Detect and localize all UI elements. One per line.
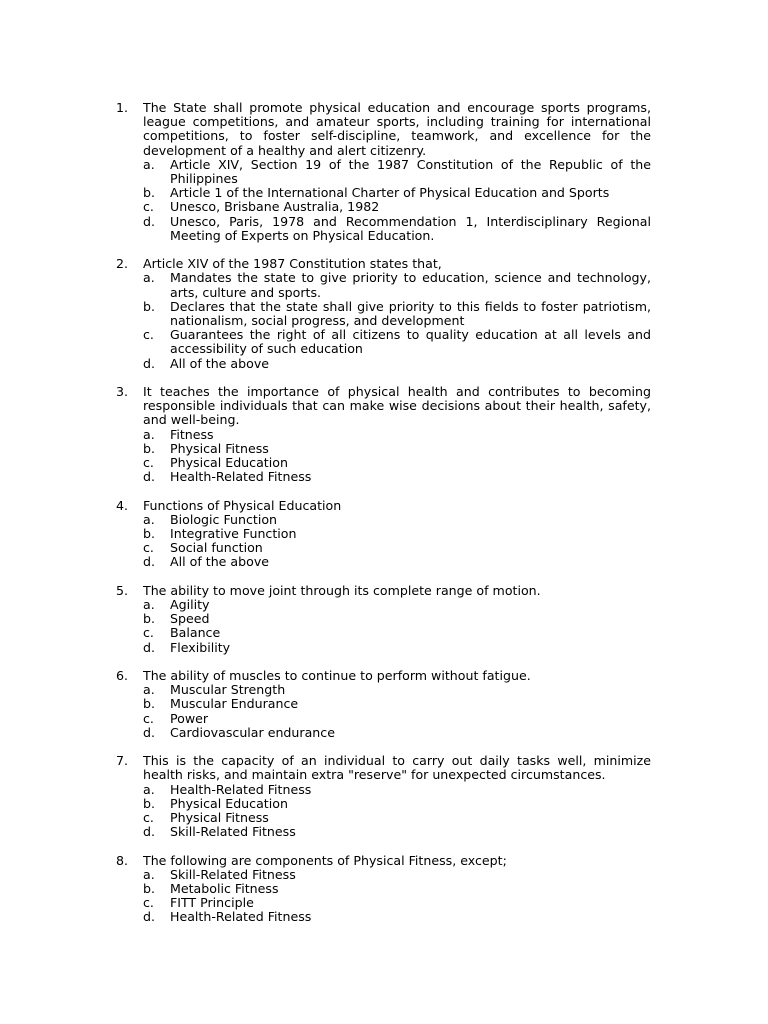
option-b [143,697,651,711]
option-c [143,712,651,726]
option-d [143,726,651,740]
option-letter: c. [143,625,154,641]
question-text: The ability to move joint through its complete range of motion. [143,582,541,598]
option-text: Muscular Endurance [170,696,299,712]
question-number: 6. [116,668,129,684]
option-a [143,598,651,612]
question-4 [116,499,651,570]
option-letter: a. [143,426,155,442]
question-2 [116,257,651,371]
option-letter: b. [143,795,155,811]
option-text: All of the above [170,554,270,570]
option-a [143,513,651,527]
option-text: Health-Related Fitness [170,781,312,797]
option-letter: c. [143,199,154,215]
option-d [143,357,651,371]
option-text: Physical Education [170,795,288,811]
option-letter: a. [143,682,155,698]
option-text: Speed [170,611,210,627]
question-number: 8. [116,852,129,868]
option-text: Unesco, Brisbane Australia, 1982 [170,199,380,215]
option-letter: a. [143,156,155,172]
option-b [143,882,651,896]
option-letter: b. [143,440,155,456]
option-a [143,428,651,442]
question-text: The ability of muscles to continue to perform without fatigue. [143,668,531,684]
option-letter: b. [143,298,155,314]
option-b [143,300,651,328]
question-text: This is the capacity of an individual to carry out daily tasks well, minimize health risks, and maintain extra "reserve" for unexpected circumstances. [143,753,651,783]
option-text: FITT Principle [170,895,254,911]
option-text: Agility [170,597,210,613]
question-list [116,101,651,939]
option-letter: d. [143,724,155,740]
option-letter: d. [143,355,155,371]
question-number: 3. [116,384,129,400]
option-c [143,200,651,214]
option-text: Muscular Strength [170,682,286,698]
question-text: Article XIV of the 1987 Constitution states that, [143,256,442,272]
option-letter: a. [143,270,155,286]
option-text: Social function [170,540,263,556]
option-letter: a. [143,511,155,527]
option-text: Skill-Related Fitness [170,866,296,882]
question-number: 2. [116,256,129,272]
option-d [143,910,651,924]
option-letter: b. [143,611,155,627]
option-text: Power [170,710,209,726]
question-1 [116,101,651,243]
option-text: Health-Related Fitness [170,909,312,925]
option-letter: d. [143,824,155,840]
option-text: Physical Education [170,455,288,471]
question-5 [116,584,651,655]
option-d [143,215,651,243]
option-text: Integrative Function [170,526,297,542]
option-letter: b. [143,696,155,712]
option-b [143,612,651,626]
option-letter: c. [143,455,154,471]
option-d [143,641,651,655]
question-8 [116,854,651,925]
option-text: Balance [170,625,221,641]
option-text: Metabolic Fitness [170,881,279,897]
option-letter: c. [143,895,154,911]
option-letter: d. [143,909,155,925]
option-letter: d. [143,639,155,655]
option-d [143,555,651,569]
question-text: The State shall promote physical education and encourage sports programs, league competitions, and amateur sports, including training for international competitions, to foster self-discipline, teamwork, and excellence for the development of a healthy and alert citizenry. [143,100,651,158]
option-letter: d. [143,469,155,485]
option-letter: b. [143,185,155,201]
question-3 [116,385,651,484]
option-letter: c. [143,540,154,556]
option-text: Article 1 of the International Charter of Physical Education and Sports [170,185,610,201]
option-a [143,783,651,797]
option-b [143,527,651,541]
question-number: 1. [116,100,129,115]
option-letter: c. [143,810,154,826]
option-text: Physical Fitness [170,810,269,826]
option-letter: b. [143,526,155,542]
option-a [143,158,651,186]
question-7 [116,754,651,839]
option-text: Article XIV, Section 19 of the 1987 Constitution of the Republic of the Philippines [170,156,651,187]
option-text: Guarantees the right of all citizens to quality education at all levels and accessibility of such education [170,327,651,357]
question-number: 4. [116,497,129,513]
option-text: Health-Related Fitness [170,469,312,485]
option-c [143,541,651,555]
option-c [143,456,651,470]
option-a [143,271,651,299]
question-number: 5. [116,582,129,598]
option-a [143,683,651,697]
option-text: Fitness [170,426,214,442]
option-letter: d. [143,554,155,570]
option-c [143,328,651,356]
option-text: Cardiovascular endurance [170,724,335,740]
option-text: Unesco, Paris, 1978 and Recommendation 1, Interdisciplinary Regional Meeting of Experts on Physical Education. [170,213,651,243]
question-6 [116,669,651,740]
option-c [143,626,651,640]
question-text: It teaches the importance of physical health and contributes to becoming responsible individuals that can make wise decisions about their health, safety, and well-being. [143,384,651,428]
option-a [143,868,651,882]
option-c [143,896,651,910]
option-letter: a. [143,781,155,797]
option-b [143,797,651,811]
option-text: Biologic Function [170,511,278,527]
option-letter: c. [143,327,154,343]
option-letter: a. [143,597,155,613]
option-d [143,825,651,839]
option-text: Flexibility [170,639,231,655]
option-text: Skill-Related Fitness [170,824,296,840]
option-letter: b. [143,881,155,897]
option-b [143,442,651,456]
question-text: The following are components of Physical Fitness, except; [143,852,507,868]
option-text: Declares that the state shall give priority to this fields to foster patriotism, nationalism, social progress, and development [170,298,651,329]
question-text: Functions of Physical Education [143,497,342,513]
option-letter: c. [143,710,154,726]
option-text: Physical Fitness [170,440,269,456]
option-text: Mandates the state to give priority to education, science and technology, arts, culture and sports. [170,270,651,300]
question-number: 7. [116,753,129,769]
option-letter: a. [143,866,155,882]
option-letter: d. [143,213,155,229]
option-text: All of the above [170,355,270,371]
option-b [143,186,651,200]
option-c [143,811,651,825]
option-d [143,470,651,484]
